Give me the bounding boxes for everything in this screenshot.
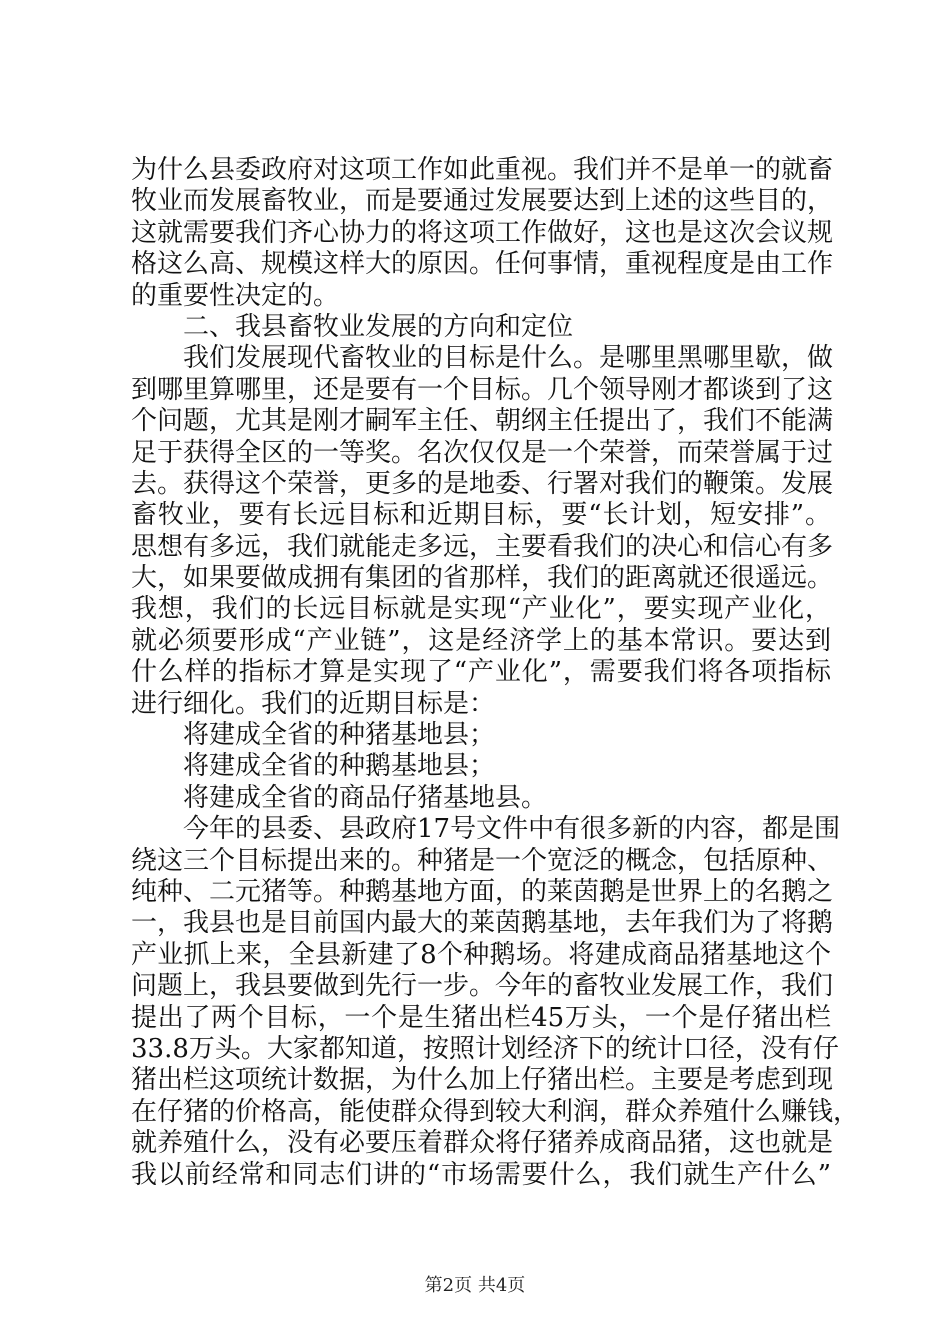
text-line: 我们发展现代畜牧业的目标是什么。是哪里黑哪里歇，做 — [183, 343, 834, 374]
text-line: 我以前经常和同志们讲的“市场需要什么，我们就生产什么” — [131, 1159, 831, 1190]
text-line: 就必须要形成“产业链”，这是经济学上的基本常识。要达到 — [131, 625, 831, 656]
goal-item: 将建成全省的商品仔猪基地县。 — [183, 782, 548, 813]
text-line: 大，如果要做成拥有集团的省那样，我们的距离就还很遥远。 — [131, 563, 834, 594]
text-line: 足于获得全区的一等奖。名次仅仅是一个荣誉，而荣誉属于过 — [131, 437, 834, 468]
page-number-footer: 第2页 共4页 — [424, 1275, 526, 1296]
text-line: 今年的县委、县政府17号文件中有很多新的内容，都是围 — [183, 814, 841, 845]
text-line: 猪出栏这项统计数据，为什么加上仔猪出栏。主要是考虑到现 — [131, 1065, 834, 1096]
text-line: 在仔猪的价格高，能使群众得到较大利润，群众养殖什么赚钱， — [131, 1096, 860, 1127]
text-line: 个问题，尤其是刚才嗣军主任、朝纲主任提出了，我们不能满 — [131, 406, 834, 437]
text-line: 畜牧业，要有长远目标和近期目标，要“长计划，短安排”。 — [131, 500, 831, 531]
text-line: 这就需要我们齐心协力的将这项工作做好，这也是这次会议规 — [131, 217, 834, 248]
goal-item: 将建成全省的种猪基地县； — [183, 720, 496, 751]
text-line: 产业抓上来，全县新建了8个种鹅场。将建成商品猪基地这个 — [131, 939, 831, 970]
text-line: 思想有多远，我们就能走多远，主要看我们的决心和信心有多 — [131, 531, 834, 562]
section-heading: 二、我县畜牧业发展的方向和定位 — [183, 311, 574, 342]
text-line: 绕这三个目标提出来的。种猪是一个宽泛的概念，包括原种、 — [131, 845, 834, 876]
text-line: 就养殖什么，没有必要压着群众将仔猪养成商品猪，这也就是 — [131, 1128, 834, 1159]
goal-item: 将建成全省的种鹅基地县； — [183, 751, 496, 782]
text-line: 33.8万头。大家都知道，按照计划经济下的统计口径，没有仔 — [131, 1033, 839, 1064]
text-line: 进行细化。我们的近期目标是： — [131, 688, 496, 719]
text-line: 提出了两个目标，一个是生猪出栏45万头，一个是仔猪出栏 — [131, 1002, 831, 1033]
text-line: 格这么高、规模这样大的原因。任何事情，重视程度是由工作 — [131, 249, 834, 280]
text-line: 为什么县委政府对这项工作如此重视。我们并不是单一的就畜 — [131, 155, 834, 185]
text-line: 问题上，我县要做到先行一步。今年的畜牧业发展工作，我们 — [131, 971, 834, 1002]
text-line: 什么样的指标才算是实现了“产业化”，需要我们将各项指标 — [131, 657, 831, 688]
text-line: 到哪里算哪里，还是要有一个目标。几个领导刚才都谈到了这 — [131, 374, 834, 405]
text-line: 一，我县也是目前国内最大的莱茵鹅基地，去年我们为了将鹅 — [131, 908, 834, 939]
text-line: 牧业而发展畜牧业，而是要通过发展要达到上述的这些目的， — [131, 186, 834, 217]
body-text — [131, 155, 860, 1191]
text-line: 去。获得这个荣誉，更多的是地委、行署对我们的鞭策。发展 — [131, 468, 834, 499]
text-line: 纯种、二元猪等。种鹅基地方面，的莱茵鹅是世界上的名鹅之 — [131, 876, 834, 907]
text-line: 的重要性决定的。 — [131, 280, 340, 311]
text-line: 我想，我们的长远目标就是实现“产业化”，要实现产业化， — [131, 594, 831, 625]
